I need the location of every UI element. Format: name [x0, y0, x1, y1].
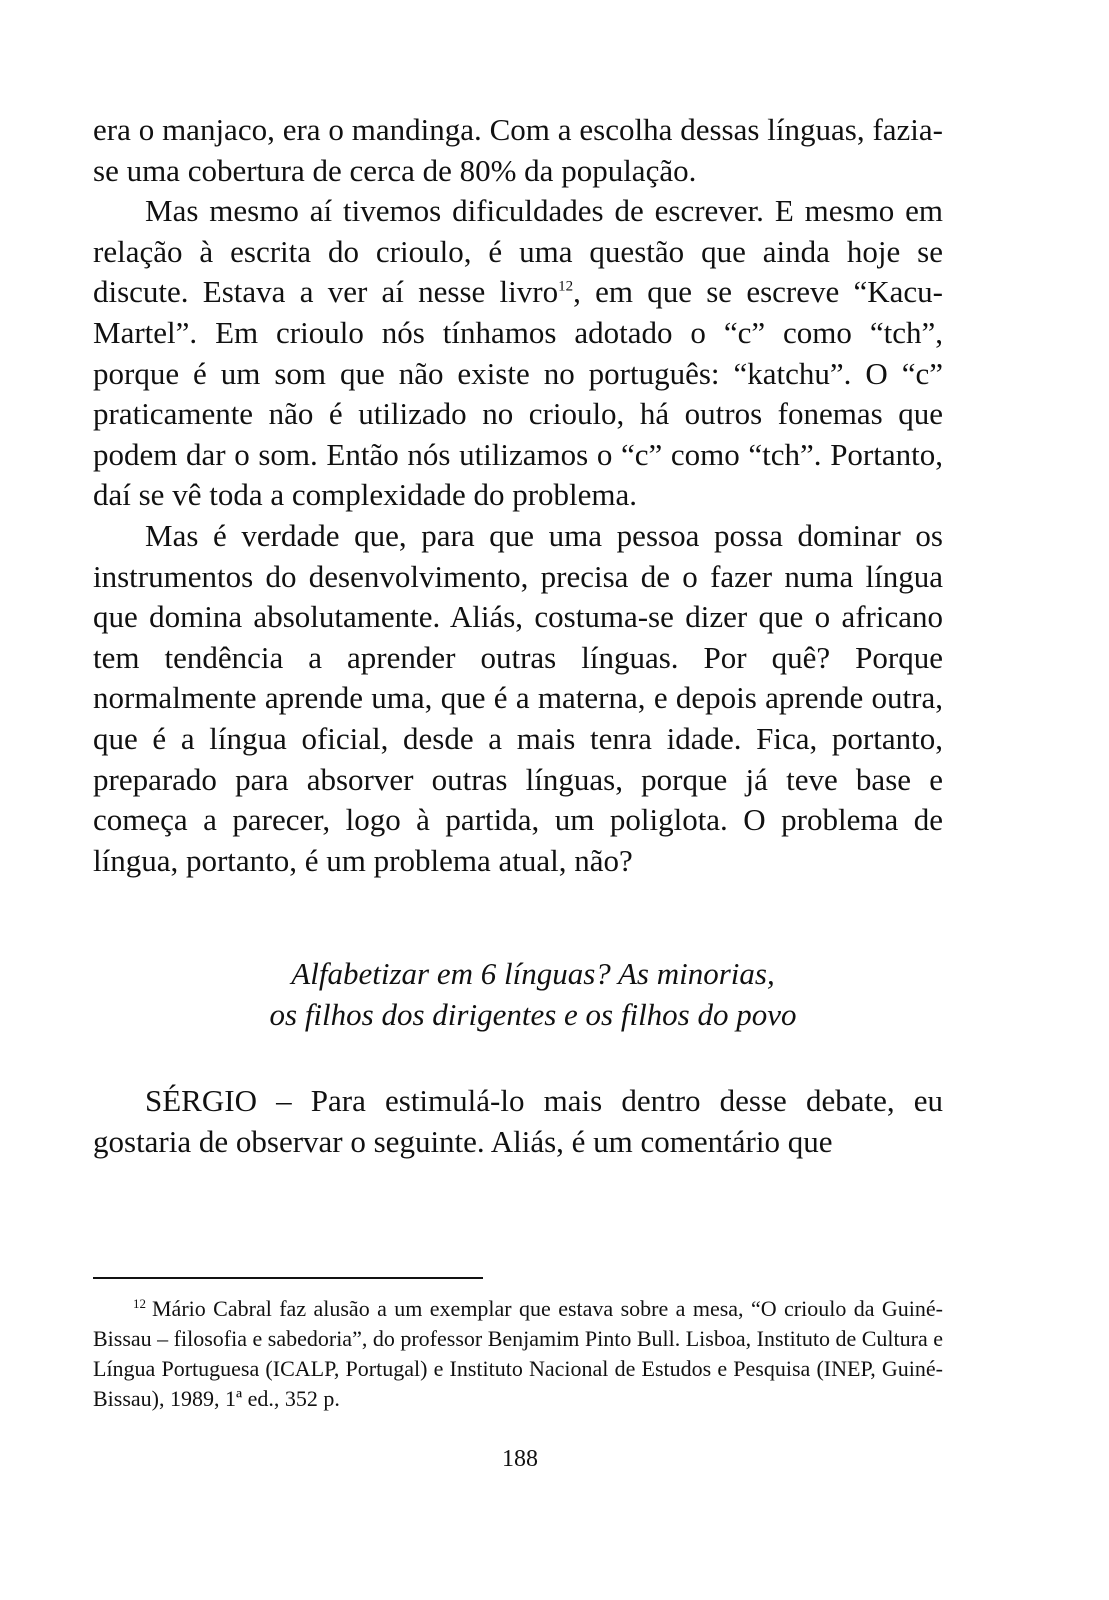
footnote-divider — [93, 1277, 483, 1279]
paragraph-1-text: era o manjaco, era o mandinga. Com a escolha dessas línguas, fazia-se uma cobertura de cerca de 80% da população. — [93, 112, 943, 188]
speaker-separator: – — [256, 1083, 311, 1119]
page-number: 188 — [502, 1446, 538, 1472]
section-heading-line-2: os filhos dos dirigentes e os filhos do povo — [269, 997, 797, 1033]
page-body — [93, 110, 943, 1162]
footnote-reference[interactable]: 12 — [558, 279, 574, 296]
section-heading — [93, 953, 943, 1035]
footnote-text: Mário Cabral faz alusão a um exemplar que estava sobre a mesa, “O crioulo da Guiné-Bissau – filosofia e sabedoria”, do professor Benjamim Pinto Bull. Lisboa, Instituto de Cultura e Língua Portuguesa (ICALP, Portugal) e Instituto Nacional de Estudos e Pesquisa (INEP, Guiné-Bissau), 1989, 1ª ed., 352 p. — [93, 1296, 943, 1411]
paragraph-1 — [93, 110, 943, 191]
paragraph-3 — [93, 516, 943, 881]
paragraph-2 — [93, 191, 943, 516]
footnote-number: 12 — [133, 1295, 146, 1311]
section-heading-line-1: Alfabetizar em 6 línguas? As minorias, — [291, 956, 775, 992]
paragraph-2-text-before-ref: Mas mesmo aí tivemos dificuldades de escrever. E mesmo em relação à escrita do crioulo, é uma questão que ainda hoje se discute. Estava a ver aí nesse livro — [93, 193, 943, 310]
paragraph-3-text: Mas é verdade que, para que uma pessoa possa dominar os instrumentos do desenvolvimento, precisa de o fazer numa língua que domina absolutamente. Aliás, costuma-se dizer que o africano tem tendência a aprender outras línguas. Por quê? Porque normalmente aprende uma, que é a materna, e depois aprende outra, que é a língua oficial, desde a mais tenra idade. Fica, portanto, preparado para absorver outras línguas, porque já teve base e começa a parecer, logo à partida, um poliglota. O problema de língua, portanto, é um problema atual, não? — [93, 517, 943, 878]
footnote — [93, 1294, 943, 1414]
paragraph-2-text-after-ref: , em que se escreve “Kacu-Martel”. Em crioulo nós tínhamos adotado o “c” como “tch”, porque é um som que não existe no português: “katchu”. O “c” praticamente não é utilizado no crioulo, há outros fonemas que podem dar o som. Então nós utilizamos o “c” como “tch”. Portanto, daí se vê toda a complexidade do problema. — [93, 274, 943, 513]
speaker-name: SÉRGIO — [145, 1083, 257, 1119]
dialogue-paragraph — [93, 1081, 943, 1162]
dialogue-text: Para estimulá-lo mais dentro desse debate, eu gostaria de observar o seguinte. Aliás, é um comentário que — [93, 1083, 944, 1159]
